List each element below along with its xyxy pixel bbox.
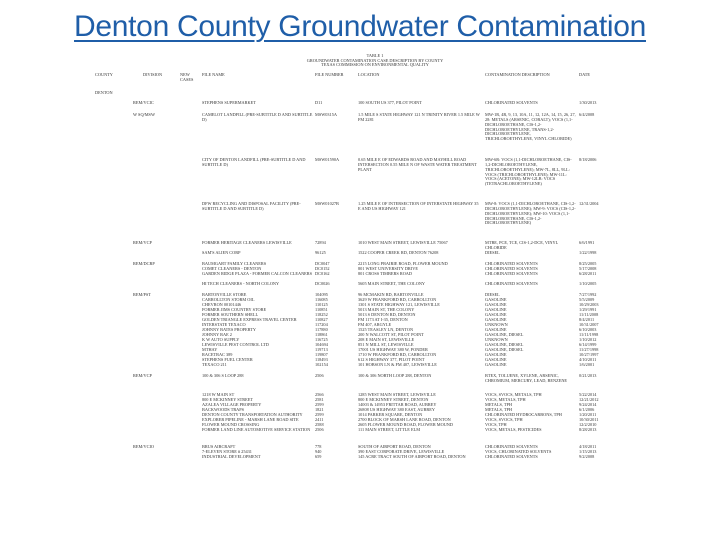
location-cell: 1010 WEST MAIN STREET, LEWISVILLE 75067 bbox=[358, 239, 448, 245]
header-county: COUNTY bbox=[95, 71, 113, 77]
date-cell: 1/29/1991 bbox=[579, 306, 597, 312]
description-cell: GASOLINE bbox=[485, 356, 507, 362]
header-date: DATE bbox=[579, 71, 590, 77]
date-cell: 0/21/2013 bbox=[579, 372, 597, 378]
file-number-cell: 96125 bbox=[315, 249, 326, 255]
file-name-cell: FLOWER MOUND CROSSING bbox=[202, 421, 260, 427]
description-cell: METALS, TPH bbox=[485, 406, 513, 412]
file-name-cell: RACETRAC 389 bbox=[202, 351, 233, 357]
file-number-cell: 659 bbox=[315, 453, 322, 459]
description-cell: MW-1R, 4R, 9, 13, 10A, 11, 12, 12A, 14, 15, 26, 27, 28: METALS (ARSENIC, COBALT); VOCS (1,1-DICHLOROETHANE, CIS-1,2-DICHLOROETHYLENE, TRANS-1,2-DICHLOROETHYLENE, TRICHLOROETHYLENE, VINYL CHLORIDE) bbox=[485, 111, 576, 142]
location-cell: 1710 W FRANKFORD RD, CARROLLTON bbox=[358, 351, 437, 357]
description-cell: VOCS, SVOCS, METALS, TPH bbox=[485, 391, 542, 397]
file-name-cell: AZALEA VILLAGE PROPERTY bbox=[202, 401, 262, 407]
date-cell: 4/18/2011 bbox=[579, 443, 597, 449]
date-cell: 5/22/2014 bbox=[579, 391, 597, 397]
file-number-cell: 118252 bbox=[315, 311, 328, 317]
description-cell: GASOLINE bbox=[485, 351, 507, 357]
file-name-cell: 1218 W MAIN ST bbox=[202, 391, 235, 397]
description-cell: GASOLINE bbox=[485, 311, 507, 317]
header-location: LOCATION bbox=[358, 71, 380, 77]
description-cell: VOCS, METALS, PESTICIDES bbox=[485, 426, 542, 432]
file-number-cell: 72894 bbox=[315, 239, 326, 245]
description-cell: CHLORINATED SOLVENTS bbox=[485, 260, 538, 266]
description-cell: VOCS, TPH bbox=[485, 421, 507, 427]
file-name-cell: CHEVRON 00101446 bbox=[202, 301, 242, 307]
date-cell: 1/10/2005 bbox=[579, 280, 597, 286]
location-cell: 1.25 MILE E OF INTERSECTION OF INTERSTATE HIGHWAY 35 E AND US HIGHWAY 121 bbox=[358, 200, 479, 211]
location-cell: 17001 US HIGHWAY 380 W, PONDER bbox=[358, 346, 428, 352]
file-name-cell: MTHAY bbox=[202, 346, 218, 352]
location-cell: 801 CROSS TIMBERS ROAD bbox=[358, 270, 413, 276]
location-cell: 1014 PARKER SQUARE, DENTON bbox=[358, 411, 423, 417]
header-new-cases: NEW CASES bbox=[180, 71, 194, 82]
file-name-cell: DENTON COUNTY TRANSPORTATION AUTHORITY bbox=[202, 411, 303, 417]
description-cell: CHLORINATED SOLVENTS bbox=[485, 99, 538, 105]
file-name-cell: BARTONVILLE STORE bbox=[202, 291, 247, 297]
file-number-cell: 104694 bbox=[315, 341, 328, 347]
date-cell: 11/11/2008 bbox=[579, 311, 599, 317]
file-name-cell: CAMELOT LANDFILL (PRE-SUBTITLE D AND SUBTITLE D) bbox=[202, 111, 313, 122]
date-cell: 6/4/2008 bbox=[579, 111, 595, 117]
description-cell: MW-8: VOCS (1,1-DICHLOROETHANE, CIS-1,2-DICHLOROETHYLENE); MW-9: VOCS (CIS-1,2-DICHLOROETHYLENE); MW-10: VOCS (1,1-DICHLOROETHANE, CIS-1,2-DICHLOROETHYLENE) bbox=[485, 200, 576, 226]
header-file-number: FILE NUMBER bbox=[315, 71, 344, 77]
division-cell: REM/VCP bbox=[133, 372, 152, 378]
date-cell: 8/18/2006 bbox=[579, 156, 597, 162]
file-number-cell: MSW01027B bbox=[315, 200, 339, 206]
location-cell: SOUTH OF AIRPORT ROAD, DENTON bbox=[358, 443, 431, 449]
file-number-cell: DC0152 bbox=[315, 265, 330, 271]
file-name-cell: INDUSTRIAL DEVELOPMENT bbox=[202, 453, 261, 459]
description-cell: GASOLINE, DIESEL bbox=[485, 346, 524, 352]
file-number-cell: 102154 bbox=[315, 361, 328, 367]
caption-line: TABLE 1 bbox=[366, 53, 384, 58]
file-name-cell: K W AUTO SUPPLY bbox=[202, 336, 240, 342]
file-name-cell: STEPHENS FUEL CENTER bbox=[202, 356, 253, 362]
description-cell: VOCS, METALS, TPH bbox=[485, 396, 526, 402]
location-cell: FM 1173 AT I-35, DENTON bbox=[358, 316, 408, 322]
file-name-cell: JOHNNY RAE 2 bbox=[202, 331, 232, 337]
description-cell: GASOLINE bbox=[485, 316, 507, 322]
location-cell: 5013 S DENTON RD, DENTON bbox=[358, 311, 416, 317]
file-name-cell: BRUS AIRCRAFT bbox=[202, 443, 236, 449]
description-cell: DIESEL bbox=[485, 249, 500, 255]
description-cell: GASOLINE, DIESEL bbox=[485, 331, 524, 337]
division-cell: REM/VCIC bbox=[133, 99, 154, 105]
file-name-cell: JOHNNY BATES PROPERTY bbox=[202, 326, 257, 332]
file-name-cell: 100 & 306 S LOOP 288 bbox=[202, 372, 244, 378]
description-cell: GASOLINE, DIESEL bbox=[485, 341, 524, 347]
description-cell: CHLORINATED SOLVENTS bbox=[485, 280, 538, 286]
location-cell: 101 HOBSON LN & FM 407, LEWISVILLE bbox=[358, 361, 437, 367]
division-cell: REM/PST bbox=[133, 291, 151, 297]
table-header bbox=[95, 73, 690, 91]
file-number-cell: 2581 bbox=[315, 396, 324, 402]
location-cell: 1522 COOPER CREEK RD, DENTON 76208 bbox=[358, 249, 439, 255]
file-number-cell: D11 bbox=[315, 99, 323, 105]
description-cell: GASOLINE bbox=[485, 361, 507, 367]
location-cell: 100 & 306 NORTH LOOP 288, DENTON bbox=[358, 372, 432, 378]
file-number-cell: 117204 bbox=[315, 321, 328, 327]
file-name-cell: INTERSTATE TEXACO bbox=[202, 321, 246, 327]
date-cell: 1/20/2011 bbox=[579, 411, 597, 417]
county-label: DENTON bbox=[95, 89, 113, 95]
file-name-cell: EXPLORER PIPELINE - MARSH LANE ROAD SITE bbox=[202, 416, 299, 422]
description-cell: CHLORINATED HYDROCARBONS, TPH bbox=[485, 411, 562, 417]
file-name-cell: GARDEN RIDGE PLAZA - FORMER CALCON CLEANERS bbox=[202, 270, 313, 276]
description-cell: GASOLINE bbox=[485, 301, 507, 307]
location-cell: 851 N MILL ST, LEWISVILLE bbox=[358, 341, 414, 347]
file-number-cell: 119807 bbox=[315, 351, 328, 357]
date-cell: 6/6/1991 bbox=[579, 239, 595, 245]
date-cell: 1/6/2001 bbox=[579, 361, 595, 367]
date-cell: 7/27/1992 bbox=[579, 291, 597, 297]
file-number-cell: MSW01590A bbox=[315, 156, 340, 162]
date-cell: 6/14/1999 bbox=[579, 341, 597, 347]
location-cell: 208 E MAIN ST, LEWISVILLE bbox=[358, 336, 415, 342]
description-cell: CHLORINATED SOLVENTS bbox=[485, 270, 538, 276]
date-cell: 11/27/1998 bbox=[579, 346, 599, 352]
caption-line: GROUNDWATER CONTAMINATION CASE DESCRIPTION BY COUNTY bbox=[306, 57, 444, 63]
date-cell: 1/10/2012 bbox=[579, 336, 597, 342]
file-name-cell: 800 E MCKINNEY STREET bbox=[202, 396, 254, 402]
date-cell: 8/4/2011 bbox=[579, 316, 595, 322]
date-cell: 4/10/2011 bbox=[579, 356, 597, 362]
table-body bbox=[95, 101, 690, 481]
date-cell: 5/5/2009 bbox=[579, 296, 595, 302]
file-number-cell: DC0047 bbox=[315, 260, 330, 266]
description-cell: GASOLINE bbox=[485, 306, 507, 312]
date-cell: 8/25/2005 bbox=[579, 260, 597, 266]
file-number-cell: 116085 bbox=[315, 296, 328, 302]
description-cell: VOCS, CHLORINATED SOLVENTS bbox=[485, 448, 552, 454]
description-cell: CHLORINATED SOLVENTS bbox=[485, 453, 538, 459]
location-cell: 14003 & 14953 FRITTAR ROAD, AUBREY bbox=[358, 401, 437, 407]
file-number-cell: 119713 bbox=[315, 346, 328, 352]
location-cell: 0.65 MILE E OF EDWARDS ROAD AND MAYHILL ROAD INTERSECTION 0.55 MILE N OF WASTE WATER TREATMENT PLANT bbox=[358, 156, 477, 172]
file-number-cell: 118493 bbox=[315, 356, 328, 362]
file-number-cell: DC0026 bbox=[315, 280, 330, 286]
file-name-cell: FORMER LAND LINE AUTOMOTIVE SERVICE STATION bbox=[202, 426, 311, 432]
file-number-cell: 778 bbox=[315, 443, 322, 449]
file-name-cell: DFW RECYCLING AND DISPOSAL FACILITY (PRE-SUBTITLE D AND SUBTITLE D) bbox=[202, 200, 301, 211]
date-cell: 5/17/2008 bbox=[579, 265, 597, 271]
description-cell: CHLORINATED SOLVENTS bbox=[485, 443, 538, 449]
division-cell: REM/VCP bbox=[133, 239, 152, 245]
date-cell: 8/28/2013 bbox=[579, 426, 597, 432]
description-cell: MTBE, PCE, TCE, CIS-1,2-DCE, VINYL CHLORIDE bbox=[485, 239, 559, 250]
description-cell: UNKNOWN bbox=[485, 336, 508, 342]
description-cell: VOCS, SVOCS, TPH bbox=[485, 416, 523, 422]
file-name-cell: GOLDEN TRIANGLE EXPRESS TRAVEL CENTER bbox=[202, 316, 297, 322]
file-name-cell: 7-ELEVEN STORE # 25431 bbox=[202, 448, 252, 454]
description-cell: DIESEL bbox=[485, 291, 500, 297]
location-cell: 801 WEST UNIVERSITY DRIVE bbox=[358, 265, 418, 271]
location-cell: 96 MCMAKIN RD, BARTONVILLE bbox=[358, 291, 424, 297]
file-number-cell: 940 bbox=[315, 448, 322, 454]
description-cell: CHLORINATED SOLVENTS bbox=[485, 265, 538, 271]
date-cell: 9/2/2008 bbox=[579, 453, 595, 459]
description-cell: MW-6R: VOCS (1,1-DICHLOROETHANE, CIS-1,2-DICHLOROETHYLENE, TRICHLOROETHYLENE); MW-7L, 8LL, 9LL: VOCS (TRICHLOROETHYLENE); MW-11L: VOCS (ACETONE); MW-12LB: VOCS (TETRACHLOROETHYLENE) bbox=[485, 156, 572, 187]
file-number-cell: MSW0315A bbox=[315, 111, 337, 117]
date-cell: 12/21/2012 bbox=[579, 396, 599, 402]
file-name-cell: SAM'S ALIEN CORP bbox=[202, 249, 241, 255]
file-number-cell: DC0162 bbox=[315, 270, 330, 276]
description-cell: UNKNOWN bbox=[485, 321, 508, 327]
file-number-cell: 117880 bbox=[315, 326, 328, 332]
file-number-cell: 118861 bbox=[315, 331, 328, 337]
location-cell: 5013 MAIN ST, THE COLONY bbox=[358, 306, 415, 312]
division-cell: REM/DCRP bbox=[133, 260, 155, 266]
location-cell: 612 S HIGHWAY 377, PILOT POINT bbox=[358, 356, 425, 362]
file-name-cell: FORMER SOUTHERN SHELL bbox=[202, 311, 259, 317]
file-number-cell: 2411 bbox=[315, 416, 324, 422]
file-name-cell: STEPHENS SUPERMARKET bbox=[202, 99, 256, 105]
file-number-cell: 116725 bbox=[315, 336, 328, 342]
date-cell: 6/28/2011 bbox=[579, 270, 597, 276]
description-cell: BTEX, TOLUENE, XYLENE, ARSENIC, CHROMIUM, MERCURY, LEAD, BENZENE bbox=[485, 372, 568, 383]
division-cell: REM/VCIO bbox=[133, 443, 155, 449]
date-cell: 10/27/1997 bbox=[579, 351, 599, 357]
file-number-cell: 2599 bbox=[315, 411, 324, 417]
date-cell: 10/30/2011 bbox=[579, 416, 599, 422]
description-cell: GASOLINE bbox=[485, 326, 507, 332]
file-number-cell: 2506 bbox=[315, 372, 324, 378]
date-cell: 6/1/2006 bbox=[579, 406, 595, 412]
file-name-cell: COMET CLEANERS - DENTON bbox=[202, 265, 262, 271]
division-cell: W SQ/MSW bbox=[133, 111, 156, 117]
caption-line: TEXAS COMMISSION ON ENVIRONMENTAL QUALITY bbox=[321, 62, 429, 68]
description-cell: GASOLINE bbox=[485, 296, 507, 302]
file-name-cell: BAUMGART FAMILY CLEANERS bbox=[202, 260, 267, 266]
file-number-cell: 2506 bbox=[315, 426, 324, 432]
location-cell: 390 EAST CORPORATE DRIVE, LEWISVILLE bbox=[358, 448, 445, 454]
location-cell: 3629 W FRANKFORD RD, CARROLLTON bbox=[358, 296, 437, 302]
file-number-cell: 2588 bbox=[315, 421, 324, 427]
location-cell: 2605 FLOWER MOUND ROAD, FLOWER MOUND bbox=[358, 421, 454, 427]
date-cell: 10/29/2003 bbox=[579, 301, 599, 307]
file-name-cell: CARROLLTON STORM OIL bbox=[202, 296, 255, 302]
description-cell: METALS, TPH bbox=[485, 401, 513, 407]
location-cell: 26808 US HIGHWAY 380 EAST, AUBREY bbox=[358, 406, 435, 412]
file-name-cell: CITY OF DENTON LANDFILL (PRE-SUBTITLE D AND SUBTITLE D) bbox=[202, 156, 306, 167]
file-name-cell: FORMER JIMS COUNTRY STORE bbox=[202, 306, 267, 312]
file-name-cell: LEWISVILLE PEST CONTROL LTD bbox=[202, 341, 269, 347]
file-number-cell: 110125 bbox=[315, 301, 328, 307]
location-cell: 5605 MAIN STREET, THE COLONY bbox=[358, 280, 426, 286]
location-cell: 1285 WEST MAIN STREET, LEWISVILLE bbox=[358, 391, 436, 397]
file-number-cell: 2566 bbox=[315, 391, 324, 397]
file-number-cell: 104095 bbox=[315, 291, 328, 297]
location-cell: 145 ACRE TRACT SOUTH OF AIRPORT ROAD, DENTON bbox=[358, 453, 466, 459]
location-cell: 800 E MCKINNEY STREET, DENTON bbox=[358, 396, 429, 402]
file-name-cell: TEXACO 211 bbox=[202, 361, 227, 367]
location-cell: 111 MAIN STREET, LITTLE ELM bbox=[358, 426, 421, 432]
file-number-cell: 110827 bbox=[315, 316, 328, 322]
date-cell: 9/24/2014 bbox=[579, 401, 597, 407]
date-cell: 1/15/2013 bbox=[579, 448, 597, 454]
location-cell: 1.5 MILE S STATE HIGHWAY 121 N TRINITY RIVER 1.5 MILE W FM 2281 bbox=[358, 111, 480, 122]
location-cell: 1525 TEASLEY LN, DENTON bbox=[358, 326, 414, 332]
date-cell: 1/22/1998 bbox=[579, 249, 597, 255]
file-name-cell: FORMER HERITAGE CLEANERS LEWISVILLE bbox=[202, 239, 292, 245]
location-cell: 2700 BLOCK OF MARSH LANE ROAD, DENTON bbox=[358, 416, 451, 422]
file-number-cell: 110851 bbox=[315, 306, 328, 312]
slide-title: Denton County Groundwater Contamination bbox=[74, 10, 646, 43]
date-cell: 10/31/2007 bbox=[579, 321, 599, 327]
location-cell: FM 407, ARGYLE bbox=[358, 321, 392, 327]
location-cell: 200 N WALCOTT ST, PILOT POINT bbox=[358, 331, 424, 337]
date-cell: 12/2/2010 bbox=[579, 421, 597, 427]
date-cell: 11/11/1998 bbox=[579, 331, 599, 337]
file-number-cell: 1821 bbox=[315, 406, 324, 412]
header-file-name: FILE NAME bbox=[202, 71, 225, 77]
date-cell: 6/10/2003 bbox=[579, 326, 597, 332]
table-caption bbox=[245, 54, 505, 68]
location-cell: 100 SOUTH US 377, PILOT POINT bbox=[358, 99, 422, 105]
file-name-cell: HI TECH CLEANERS - NORTH COLONY bbox=[202, 280, 280, 286]
file-number-cell: 2599 bbox=[315, 401, 324, 407]
date-cell: 1/30/2013 bbox=[579, 99, 597, 105]
contamination-table-document bbox=[95, 54, 690, 481]
date-cell: 12/31/2004 bbox=[579, 200, 599, 206]
location-cell: 2215 LONG PRAIRIE ROAD, FLOWER MOUND bbox=[358, 260, 448, 266]
location-cell: 1301 S STATE HIGHWAY 121, LEWISVILLE bbox=[358, 301, 440, 307]
header-description: CONTAMINATION DESCRIPTION bbox=[485, 71, 550, 77]
file-name-cell: BACKWOODS TRAPS bbox=[202, 406, 245, 412]
header-division: DIVISION bbox=[143, 71, 163, 77]
